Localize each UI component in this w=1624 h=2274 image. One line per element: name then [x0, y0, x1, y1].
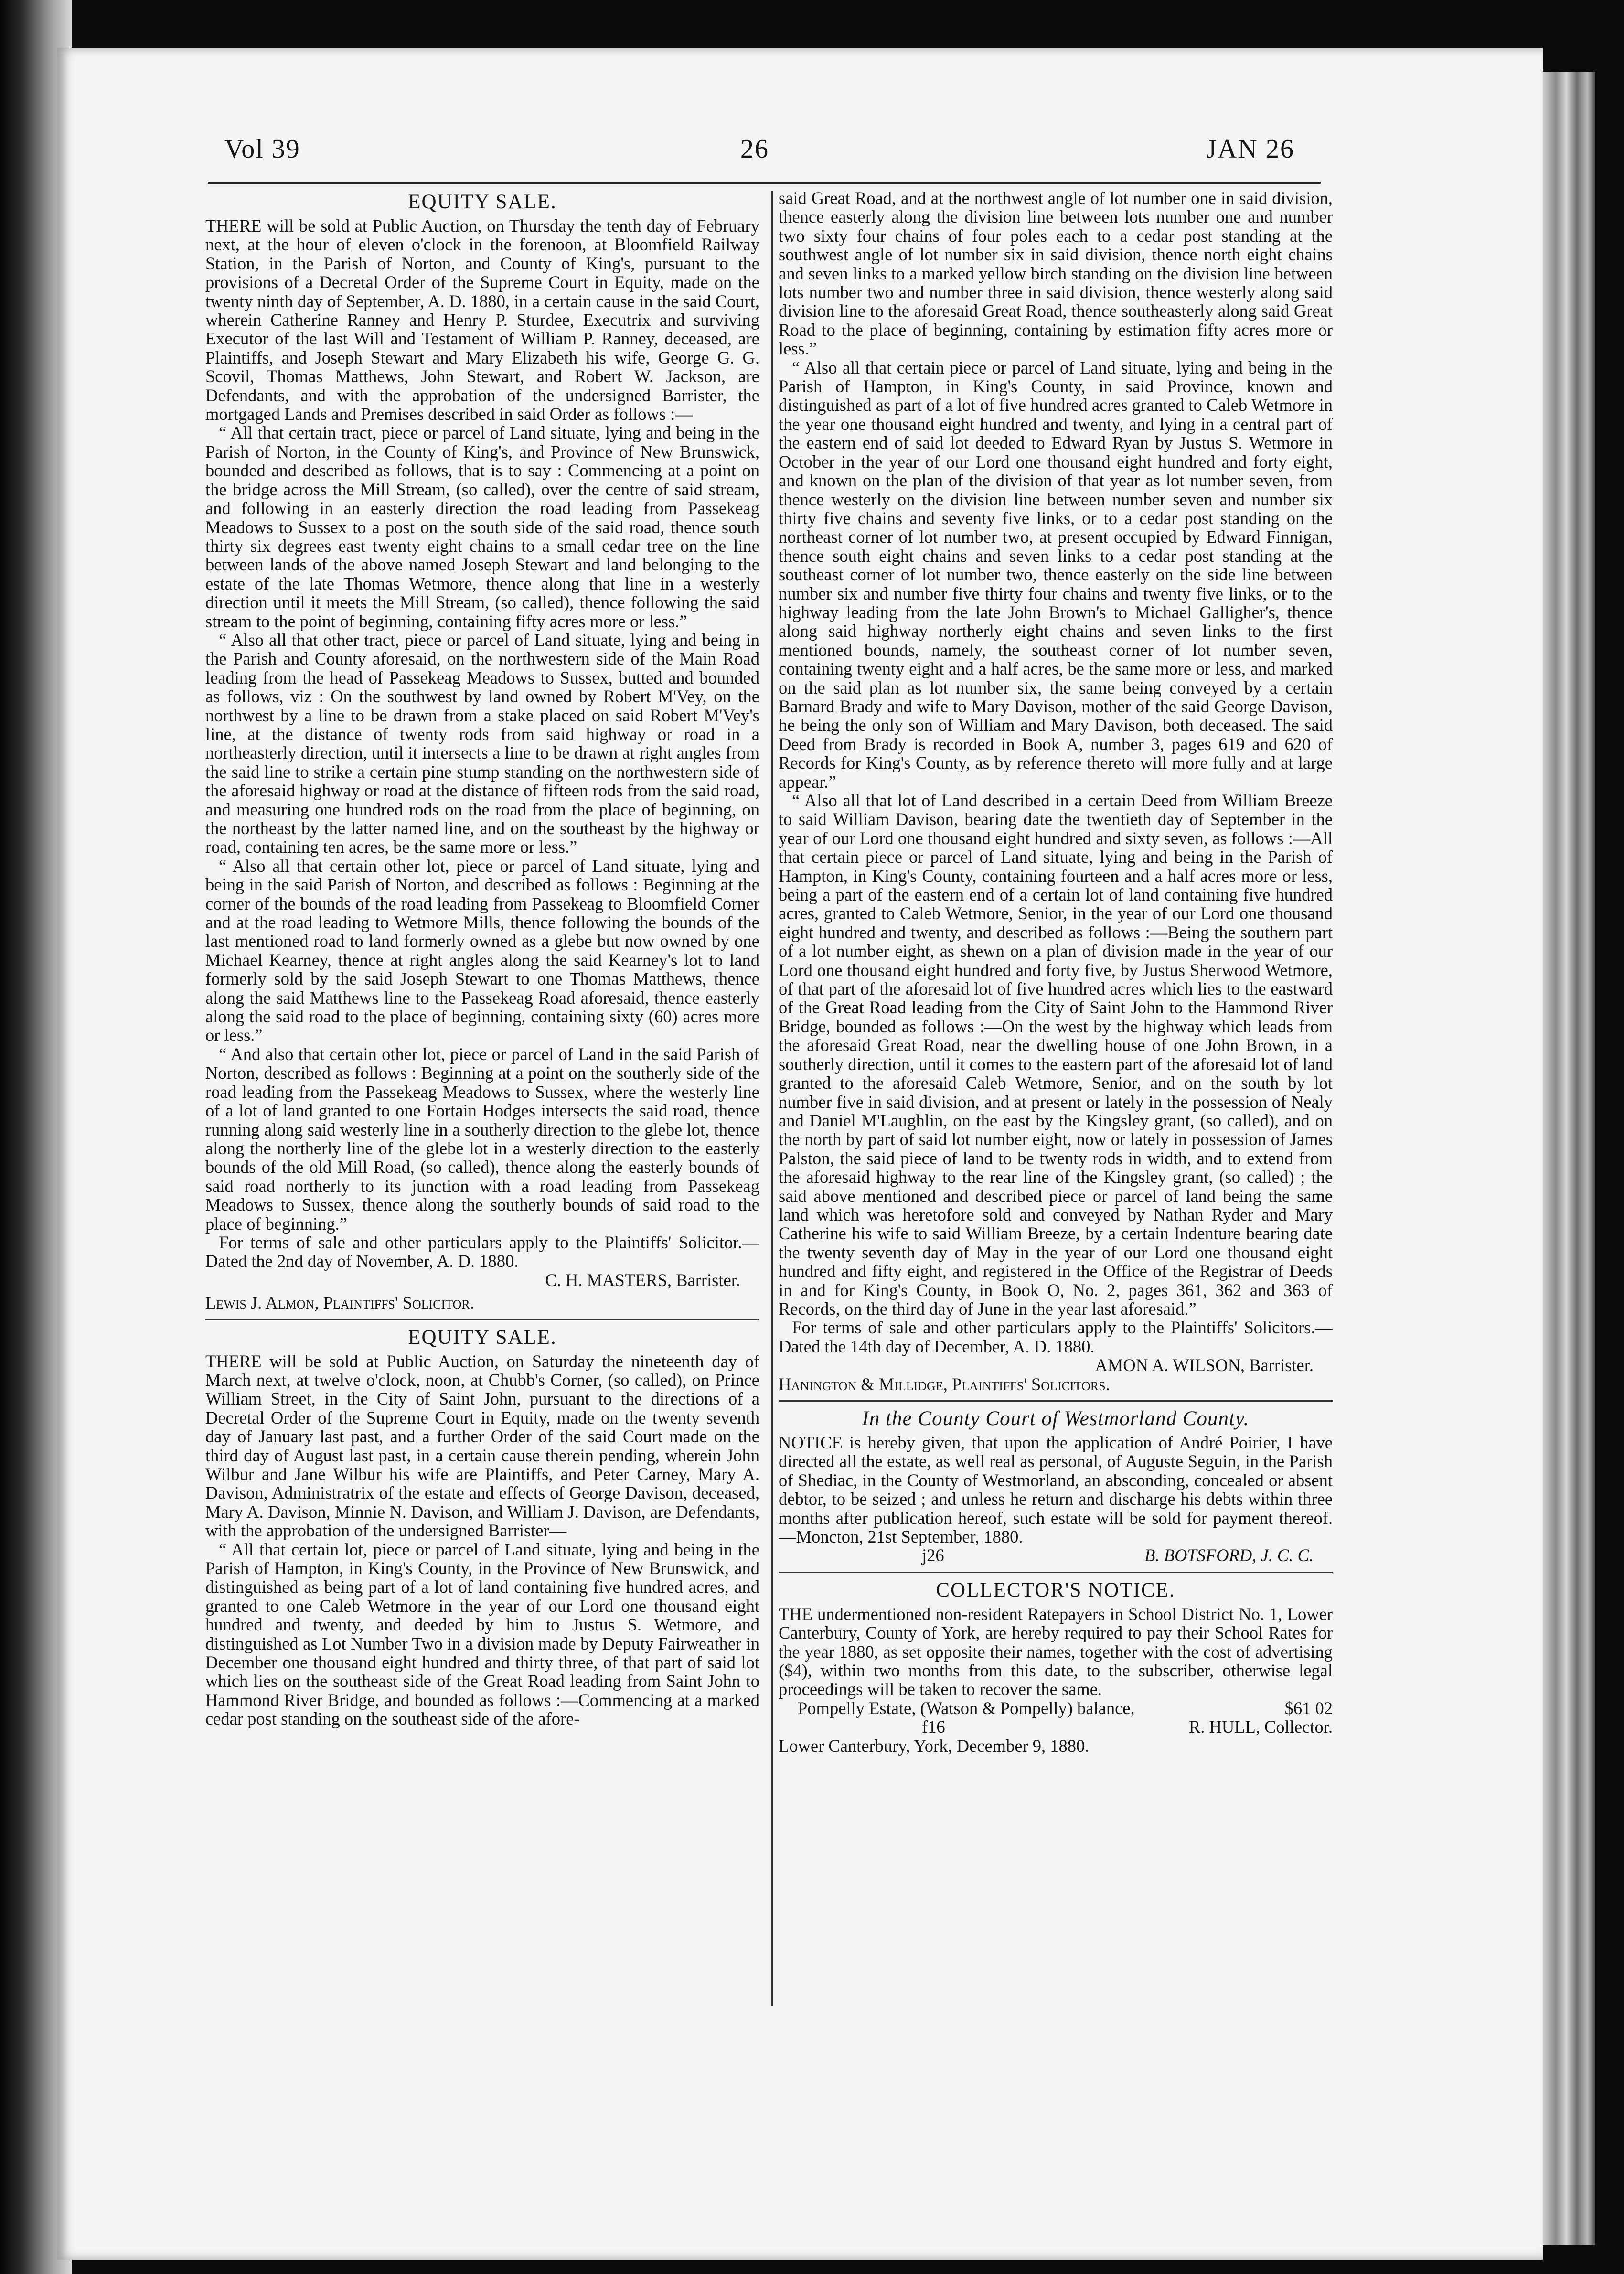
sale2-solicitors: Hanington & Millidge, Plaintiffs' Solicitors.	[779, 1374, 1110, 1394]
ratepayer-amount: $61 02	[1284, 1698, 1333, 1718]
collectors-notice-text: THE undermentioned non-resident Ratepayers in School District No. 1, Lower Canterbury, County of York, are hereby required to pay their School Rates for the year 1880, as set opposite their names, together with the cost of advertising ($4), within two months from this date, to the subscriber, otherwise legal proceedings will be taken to recover the same.	[779, 1604, 1333, 1699]
sale1-paragraph-5: “ And also that certain other lot, piece or parcel of Land in the said Parish of Norton, described as follows : Beginning at a point on the southerly side of the road leading from the Passekeag Meadows to Sussex, where the westerly line of a lot of land granted to one Fortain Hodges intersects the said road, thence running along said westerly line in a southerly direction to the glebe lot, thence along the northerly line of the glebe lot in a westerly direction to the easterly bounds of the old Mill Road, (so called), thence along the easterly bounds of said road northerly to its junction with a road leading from Passekeag Meadows to Sussex, thence along the southerly bounds of said road to the place of beginning.”	[205, 1044, 759, 1234]
sale2-continuation: said Great Road, and at the northwest angle of lot number one in said division, thence easterly along the division line between lots number one and number two sixty four chains of four poles each to a cedar post standing at the southwest angle of lot number six in said division, thence north eight chains and seven links to a marked yellow birch standing on the division line between lots number two and number three in said division, thence westerly along said division line to the aforesaid Great Road, thence southeasterly along said Great Road to the place of beginning, containing by estimation fifty acres more or less.”	[779, 189, 1333, 359]
volume-label: Vol 39	[224, 134, 300, 164]
sale2-paragraph-4: “ Also all that lot of Land described in a certain Deed from William Breeze to said William Davison, bearing date the twentieth day of September in the year of our Lord one thousand eight hundred and sixty seven, as follows :—All that certain piece or parcel of Land situate, lying and being in the Parish of Hampton, in King's County, containing fourteen and a half acres more or less, being a part of the eastern end of a certain lot of land containing five hundred acres, granted to Caleb Wetmore, Senior, in the year of our Lord one thousand eight hundred and twenty, and described as follows :—Being the southern part of a lot number eight, as shewn on a plan of division made in the year of our Lord one thousand eight hundred and forty five, by Justus Sherwood Wetmore, of that part of the aforesaid lot of five hundred acres which lies to the eastward of the Great Road leading from the City of Saint John to the Hammond River Bridge, bounded as follows :—On the west by the highway which leads from the aforesaid Great Road, near the dwelling house of one John Brown, in a southerly direction, until it comes to the eastern part of the aforesaid lot of land granted to the aforesaid Caleb Wetmore, Senior, and on the south by lot number five in said division, and at present or lately in the possession of Nealy and Daniel M'Laughlin, on the east by the Kingsley grant, (so called), and on the north by part of said lot number eight, now or lately in possession of James Palston, the said piece of land to be twenty rods in width, and to extend from the aforesaid highway to the rear line of the Kingsley grant, (so called) ; the said above mentioned and described piece or parcel of land being the same land which was heretofore sold and conveyed by Nathan Ryder and Mary Catherine his wife to said William Breeze, by a certain Indenture bearing date the twenty seventh day of May in the year of our Lord one thousand eight hundred and fifty eight, and registered in the Office of the Registrar of Deeds in and for King's County, in Book O, No. 2, pages 361, 362 and 363 of Records, on the third day of June in the year last aforesaid.”	[779, 791, 1333, 1319]
sale2-paragraph-3: “ Also all that certain piece or parcel of Land situate, lying and being in the Parish of Hampton, in King's County, in said Province, known and distinguished as part of a lot of five hundred acres granted to Caleb Wetmore in the year one thousand eight hundred and twenty, and lying in a central part of the eastern end of said lot deeded to Edward Ryan by Justus S. Wetmore in October in the year of our Lord one thousand eight hundred and forty eight, and known on the plan of the division of that year as lot number seven, from thence westerly on the division line between number seven and number six thirty five chains and seventy five links, or to a cedar post standing on the northeast corner of lot number two, at present occupied by Edward Finnigan, thence south eight chains and seven links to a cedar post standing at the southeast corner of lot number two, thence easterly on the side line between number six and number five thirty four chains and twenty five links, or to the highway leading from the late John Brown's to Michael Galligher's, thence along said highway northerly eight chains and seven links to the first mentioned bounds, namely, the southeast corner of lot number seven, containing twenty eight and a half acres, be the same more or less, and marked on the said plan as lot number six, the same being conveyed by a certain Barnard Brady and wife to Mary Davison, mother of the said George Davison, he being the only son of William and Mary Davison, both deceased. The said Deed from Brady is recorded in Book A, number 3, pages 619 and 620 of Records for King's County, as by reference thereto will more fully and at large appear.”	[779, 357, 1333, 792]
sale2-paragraph-1: THERE will be sold at Public Auction, on Saturday the nineteenth day of March next, at twelve o'clock, noon, at Chubb's Corner, (so called), on Prince William Street, in the City of Saint John, pursuant to the directions of a Decretal Order of the Supreme Court in Equity, made on the twenty seventh day of January last past, and a further Order of the said Court made on the third day of August last past, in a certain cause therein pending, wherein John Wilbur and Jane Wilbur his wife are Plaintiffs, and Peter Carney, Mary A. Davison, Administratrix of the estate and effects of George Davison, deceased, Mary A. Davison, Minnie N. Davison, and William J. Davison, are Defendants, with the approbation of the undersigned Barrister—	[205, 1351, 759, 1541]
book-spine	[1543, 72, 1595, 2245]
court-signature-row	[779, 1546, 1333, 1565]
court-signature: B. BOTSFORD, J. C. C.	[1144, 1545, 1314, 1566]
header-rule	[208, 182, 1321, 184]
equity-sale-heading-1: EQUITY SALE.	[408, 191, 557, 213]
ratepayer-entry	[779, 1699, 1333, 1717]
sale1-paragraph-3: “ Also all that other tract, piece or parcel of Land situate, lying and being in the Parish and County aforesaid, on the northwestern side of the Main Road leading from the head of Passekeag Meadows to Sussex, butted and bounded as follows, viz : On the southwest by land owned by Robert M'Vey, on the northwest by a line to be drawn from a stake placed on said Robert M'Vey's line, at the distance of twenty rods from said highway or road in a northeasterly direction, until it intersects a line to be drawn at right angles from the said line to strike a certain pine stump standing on the northwestern side of the aforesaid highway or road at the distance of fifteen rods from the said road, and measuring one hundred rods on the road from the place of beginning, on the northeast by the latter named line, and on the southeast by the highway or road, containing ten acres, be the same more or less.”	[205, 630, 759, 857]
court-code: j26	[922, 1545, 944, 1566]
right-column	[779, 189, 1333, 2042]
page-header	[224, 134, 1294, 177]
section-rule	[779, 1400, 1333, 1402]
county-court-heading: In the County Court of Westmorland County.	[862, 1407, 1250, 1430]
collector-place-date: Lower Canterbury, York, December 9, 1880.	[779, 1736, 1090, 1756]
court-notice-text: NOTICE is hereby given, that upon the application of André Poirier, I have directed all the estate, as well real as personal, of Auguste Seguin, in the Parish of Shediac, in the County of Westmorland, an absconding, concealed or absent debtor, to be seized ; and unless he return and discharge his debts within three months after publication hereof, such estate will be sold for payment thereof.—Moncton, 21st September, 1880.	[779, 1433, 1333, 1547]
collector-signature-row	[779, 1717, 1333, 1736]
collector-code: f16	[922, 1717, 945, 1737]
sale2-terms: For terms of sale and other particulars apply to the Plaintiffs' Solicitors.—Dated the 14th day of December, A. D. 1880.	[779, 1318, 1333, 1356]
sale1-barrister: C. H. MASTERS, Barrister.	[545, 1270, 740, 1290]
section-rule	[205, 1319, 759, 1320]
sale1-paragraph-2: “ All that certain tract, piece or parcel of Land situate, lying and being in the Parish of Norton, in the County of King's, and Province of New Brunswick, bounded and described as follows, that is to say : Commencing at a point on the bridge across the Mill Stream, (so called), over the centre of said stream, and following in an easterly direction the road leading from Passekeag Meadows to Sussex to a post on the south side of the said road, thence south thirty six degrees east twenty eight chains to a small cedar tree on the line between lands of the above named Joseph Stewart and land belonging to the estate of the late Thomas Wetmore, thence along that line in a westerly direction until it meets the Mill Stream, (so called), thence following the said stream to the point of beginning, containing fifty acres more or less.”	[205, 423, 759, 631]
collectors-notice-heading: COLLECTOR'S NOTICE.	[936, 1578, 1175, 1601]
column-divider	[771, 191, 773, 2006]
collector-signature: R. HULL, Collector.	[1188, 1717, 1333, 1737]
ratepayer-name: Pompelly Estate, (Watson & Pompelly) balance,	[798, 1698, 1135, 1718]
left-column	[205, 189, 759, 2042]
sale1-solicitor: Lewis J. Almon, Plaintiffs' Solicitor.	[205, 1293, 474, 1313]
sale2-barrister: AMON A. WILSON, Barrister.	[1095, 1355, 1314, 1375]
section-rule	[779, 1572, 1333, 1573]
equity-sale-heading-2: EQUITY SALE.	[408, 1326, 557, 1349]
page-number: 26	[740, 134, 769, 164]
sale1-paragraph-4: “ Also all that certain other lot, piece or parcel of Land situate, lying and being in the said Parish of Norton, and described as follows : Beginning at the corner of the bounds of the road leading from Passekeag to Bloomfield Corner and at the road leading to Wetmore Mills, thence following the bounds of the last mentioned road to land formerly owned as a glebe but now owned by one Michael Kearney, thence at right angles along the said Kearney's lot to land formerly sold by the said Joseph Stewart to one Thomas Matthews, thence along the said Matthews line to the Passekeag Road aforesaid, thence easterly along the said road to the place of beginning, containing sixty (60) acres more or less.”	[205, 856, 759, 1045]
sale1-paragraph-6: For terms of sale and other particulars apply to the Plaintiffs' Solicitor.—Dated the 2nd day of November, A. D. 1880.	[205, 1232, 759, 1271]
issue-date: JAN 26	[1206, 134, 1294, 164]
sale1-paragraph-1: THERE will be sold at Public Auction, on Thursday the tenth day of February next, at the hour of eleven o'clock in the forenoon, at Bloomfield Railway Station, in the Parish of Norton, and County of King's, pursuant to the provisions of a Decretal Order of the Supreme Court in Equity, made on the twenty ninth day of September, A. D. 1880, in a certain cause in the said Court, wherein Catherine Ranney and Henry P. Sturdee, Executrix and surviving Executor of the last Will and Testament of William P. Ranney, deceased, are Plaintiffs, and Joseph Stewart and Mary Elizabeth his wife, George G. G. Scovil, Thomas Matthews, John Stewart, and Robert W. Jackson, are Defendants, and with the approbation of the undersigned Barrister, the mortgaged Lands and Premises described in said Order as follows :—	[205, 216, 759, 424]
sale2-paragraph-2: “ All that certain lot, piece or parcel of Land situate, lying and being in the Parish of Hampton, in King's County, in the Province of New Brunswick, and distinguished as being part of a lot of land containing five hundred acres, and granted to one Caleb Wetmore in the year of our Lord one thousand eight hundred and twenty, and deeded by him to Justus S. Wetmore, and distinguished as Lot Number Two in a division made by Deputy Fairweather in December one thousand eight hundred and thirty three, of that part of said lot which lies on the southeast side of the Great Road leading from Saint John to Hammond River Bridge, and bounded as follows :—Commencing at a marked cedar post standing on the southeast side of the afore-	[205, 1539, 759, 1729]
